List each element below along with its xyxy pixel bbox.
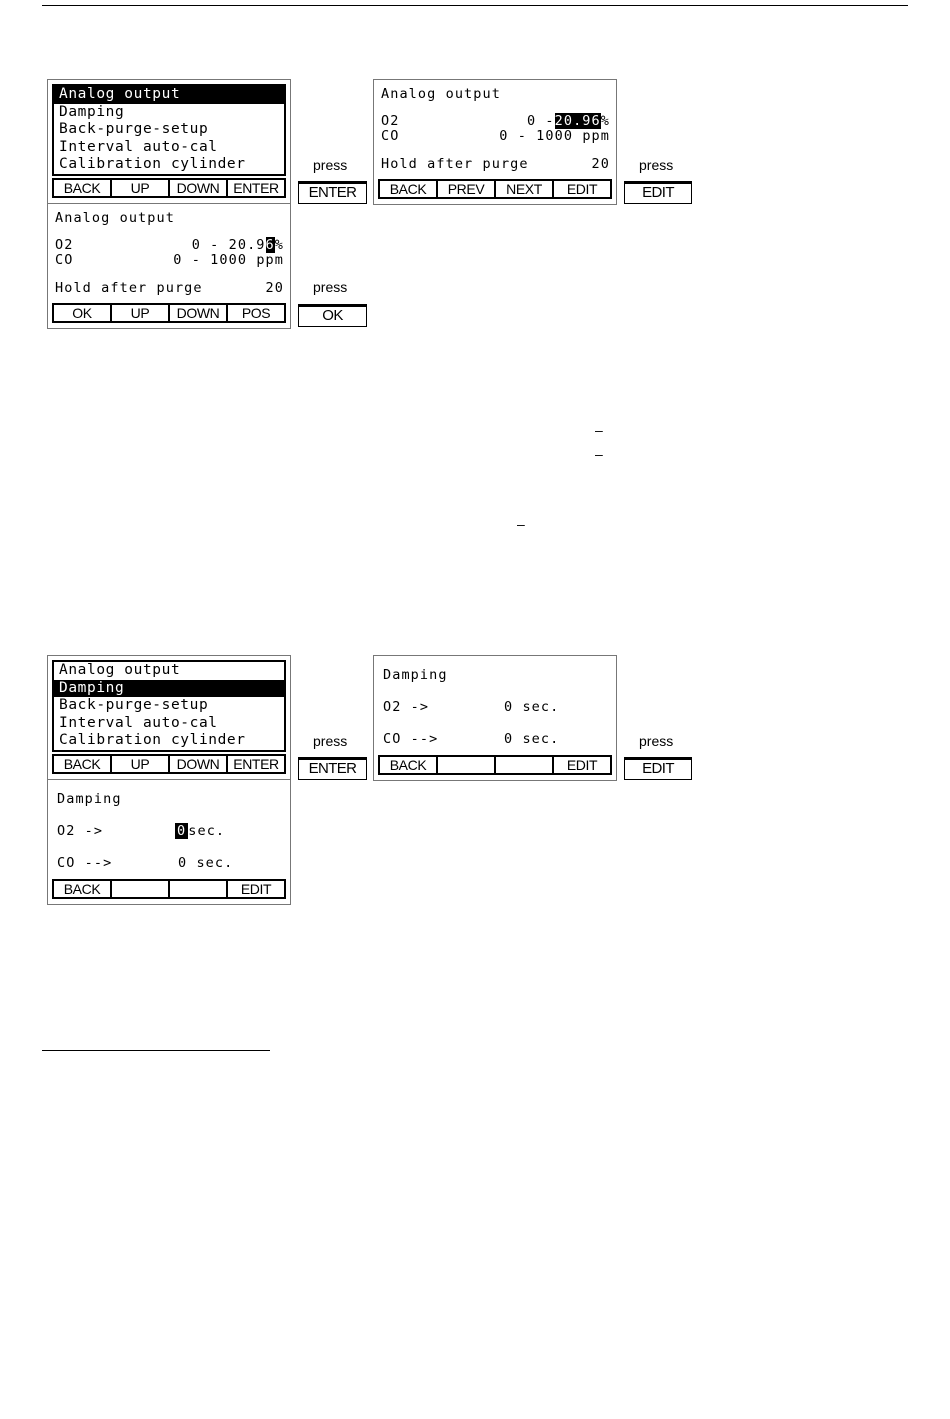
footnote-rule: [42, 1050, 270, 1051]
prev-softkey[interactable]: PREV: [438, 181, 496, 197]
edit-softkey[interactable]: EDIT: [566, 757, 598, 773]
display-damping-edit: [47, 779, 291, 905]
screen-title: Analog output: [381, 86, 501, 102]
softkey-bar: [52, 879, 286, 899]
menu-item-damping[interactable]: Damping: [59, 103, 125, 120]
blank-softkey[interactable]: [496, 757, 554, 773]
o2-range-unit: %: [600, 113, 610, 129]
menu-item-back-purge-setup[interactable]: Back-purge-setup: [59, 697, 209, 713]
softkey-bar: [378, 179, 612, 199]
edit-softkey[interactable]: EDIT: [240, 881, 272, 897]
edit-cursor[interactable]: 6: [265, 237, 275, 253]
edit-softkey[interactable]: EDIT: [566, 181, 598, 197]
menu-item-back-purge-setup[interactable]: Back-purge-setup: [59, 121, 209, 137]
co-label: CO: [381, 128, 400, 144]
edit-cursor[interactable]: 0: [177, 823, 187, 839]
edit-key[interactable]: EDIT: [624, 757, 692, 780]
press-label: press: [313, 279, 348, 295]
o2-range: [527, 114, 610, 129]
press-label: press: [639, 733, 674, 749]
enter-key[interactable]: ENTER: [298, 181, 367, 204]
co-range: 0 - 1000 ppm: [173, 252, 284, 268]
back-softkey[interactable]: BACK: [54, 756, 112, 772]
enter-softkey[interactable]: ENTER: [233, 756, 279, 772]
pos-softkey[interactable]: POS: [241, 305, 271, 321]
co-label: CO -->: [383, 731, 439, 747]
display-main-menu-analog: [47, 79, 291, 205]
dash-mark: –: [595, 446, 603, 462]
blank-softkey[interactable]: [170, 881, 228, 897]
softkey-bar: [52, 754, 286, 774]
o2-damping-unit: sec.: [188, 823, 226, 839]
back-softkey[interactable]: BACK: [54, 180, 112, 196]
o2-label: O2 ->: [57, 823, 104, 839]
display-main-menu-damping: [47, 655, 291, 781]
menu-item-analog-output[interactable]: Analog output: [59, 662, 181, 678]
display-analog-output-edit: [47, 203, 291, 329]
back-softkey[interactable]: BACK: [54, 881, 112, 897]
dash-mark: –: [595, 422, 603, 438]
down-softkey[interactable]: DOWN: [170, 180, 228, 196]
press-label: press: [313, 733, 348, 749]
down-softkey[interactable]: DOWN: [170, 756, 228, 772]
o2-range-prefix: 0 - 20.9: [191, 237, 266, 253]
press-label: press: [639, 157, 674, 173]
o2-label: O2: [55, 237, 74, 253]
ok-key[interactable]: OK: [298, 304, 367, 327]
co-range: 0 - 1000 ppm: [499, 128, 610, 144]
hold-after-purge-value: 20: [265, 280, 284, 296]
up-softkey[interactable]: UP: [112, 305, 170, 321]
up-softkey[interactable]: UP: [112, 756, 170, 772]
o2-damping-value: [175, 824, 225, 839]
screen-title: Analog output: [55, 210, 175, 226]
co-damping-value: 0 sec.: [504, 731, 560, 747]
o2-range: [192, 238, 284, 253]
next-softkey[interactable]: NEXT: [496, 181, 554, 197]
menu-item-interval-auto-cal[interactable]: Interval auto-cal: [59, 714, 218, 731]
hold-after-purge-label: Hold after purge: [381, 156, 529, 172]
menu-list: [52, 84, 286, 176]
softkey-bar: [52, 303, 286, 323]
up-softkey[interactable]: UP: [112, 180, 170, 196]
menu-item-calibration-cylinder[interactable]: Calibration cylinder: [59, 156, 246, 172]
menu-item-analog-output[interactable]: Analog output: [54, 86, 284, 104]
co-label: CO -->: [57, 855, 113, 871]
dash-mark: –: [517, 516, 525, 532]
co-label: CO: [55, 252, 74, 268]
softkey-bar: [52, 178, 286, 198]
o2-range-prefix: 0 -: [526, 113, 555, 129]
enter-softkey[interactable]: ENTER: [233, 180, 279, 196]
o2-label: O2 ->: [383, 699, 430, 715]
o2-label: O2: [381, 113, 400, 129]
menu-list: [52, 660, 286, 752]
hold-after-purge-value: 20: [591, 156, 610, 172]
co-damping-value: 0 sec.: [178, 855, 234, 871]
o2-range-value: 20.96: [554, 113, 601, 129]
o2-damping-value: 0 sec.: [504, 699, 560, 715]
press-label: press: [313, 157, 348, 173]
menu-item-damping[interactable]: Damping: [54, 680, 284, 698]
header-rule: [42, 5, 908, 6]
blank-softkey[interactable]: [112, 881, 170, 897]
back-softkey[interactable]: BACK: [380, 757, 438, 773]
display-damping: [373, 655, 617, 781]
back-softkey[interactable]: BACK: [380, 181, 438, 197]
hold-after-purge-label: Hold after purge: [55, 280, 203, 296]
display-analog-output: [373, 79, 617, 205]
enter-key[interactable]: ENTER: [298, 757, 367, 780]
o2-range-unit: %: [274, 237, 284, 253]
edit-key[interactable]: EDIT: [624, 181, 692, 204]
ok-softkey[interactable]: OK: [54, 305, 112, 321]
menu-item-calibration-cylinder[interactable]: Calibration cylinder: [59, 732, 246, 748]
screen-title: Damping: [57, 791, 122, 807]
softkey-bar: [378, 755, 612, 775]
screen-title: Damping: [383, 667, 448, 683]
blank-softkey[interactable]: [438, 757, 496, 773]
menu-item-interval-auto-cal[interactable]: Interval auto-cal: [59, 138, 218, 155]
down-softkey[interactable]: DOWN: [170, 305, 228, 321]
